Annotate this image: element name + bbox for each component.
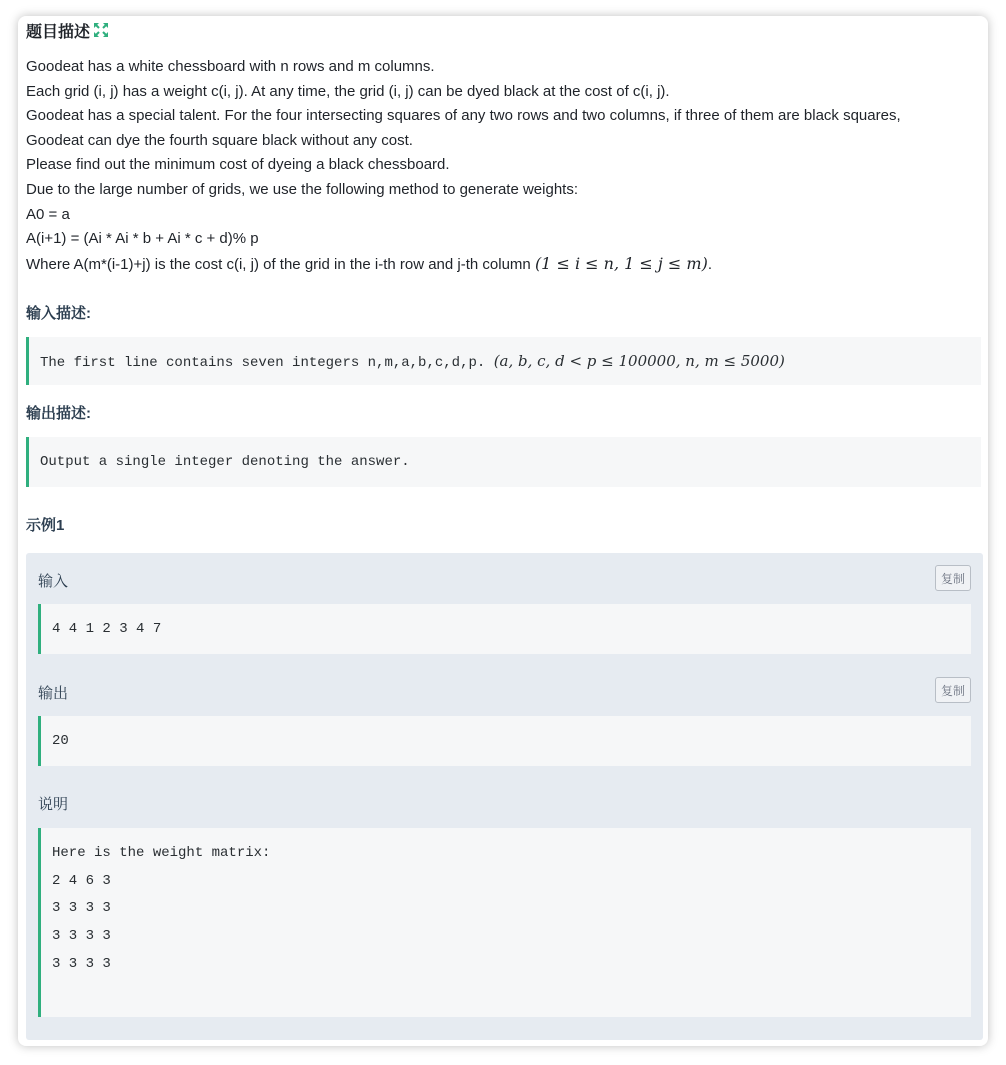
description-line: Goodeat can dye the fourth square black without any cost.: [26, 131, 413, 149]
explain-line: 3 3 3 3: [52, 955, 111, 972]
description-math: (1 ≤ i ≤ n, 1 ≤ j ≤ m): [534, 253, 708, 273]
description-line: Each grid (i, j) has a weight c(i, j). At any time, the grid (i, j) can be dyed black at the cost of c(i, j).: [26, 82, 670, 100]
example-panel: [26, 553, 983, 1040]
description-line: A(i+1) = (Ai * Ai * b + Ai * c + d)% p: [26, 230, 259, 248]
output-description-box: [26, 437, 981, 487]
description-line: Goodeat has a white chessboard with n rows and m columns.: [26, 58, 435, 75]
example-heading: 示例1: [26, 517, 65, 534]
description-period: .: [707, 255, 712, 273]
copy-output-button[interactable]: 复制: [935, 677, 971, 703]
copy-input-button[interactable]: 复制: [935, 565, 971, 591]
example-input-box: [38, 604, 971, 654]
input-description-label: 输入描述:: [26, 305, 91, 322]
title-row: [26, 18, 109, 42]
output-description-label: 输出描述:: [26, 405, 91, 422]
example-output-box: [38, 716, 971, 766]
example-input-label: 输入: [38, 573, 69, 590]
problem-card: [18, 16, 988, 1046]
input-description-box: [26, 337, 981, 385]
example-input-value: 4 4 1 2 3 4 7: [52, 621, 162, 637]
explain-line: 2 4 6 3: [52, 872, 111, 889]
example-explain-box: [38, 828, 971, 1017]
description-last-line: [26, 252, 976, 278]
explain-line: Here is the weight matrix:: [52, 845, 271, 861]
description-line: Due to the large number of grids, we use the following method to generate weights:: [26, 180, 578, 198]
example-output-label: 输出: [38, 685, 69, 702]
description-line: Goodeat has a special talent. For the four intersecting squares of any two rows and two columns, if three of them are black squares,: [26, 107, 901, 125]
input-description-text: The first line contains seven integers n,m,a,b,c,d,p.: [40, 355, 494, 371]
problem-description: [26, 55, 976, 277]
description-line: Please find out the minimum cost of dyeing a black chessboard.: [26, 156, 450, 174]
description-line: A0 = a: [26, 205, 70, 223]
example-explain-label: 说明: [38, 796, 69, 813]
input-description-math: (a, b, c, d < p ≤ 100000, n, m ≤ 5000): [493, 352, 785, 370]
output-description-text: Output a single integer denoting the answer.: [40, 454, 410, 470]
expand-icon[interactable]: [93, 22, 109, 38]
example-output-value: 20: [52, 733, 69, 749]
explain-line: 3 3 3 3: [52, 900, 111, 917]
problem-title: 题目描述: [26, 23, 91, 41]
explain-line: 3 3 3 3: [52, 928, 111, 945]
description-text: Where A(m*(i-1)+j) is the cost c(i, j) of the grid in the i-th row and j-th column: [26, 255, 535, 273]
